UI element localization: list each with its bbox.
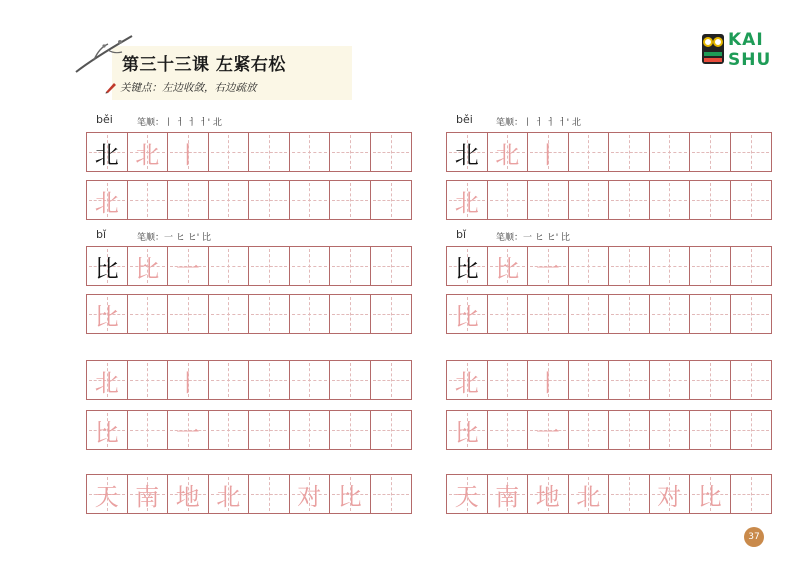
writing-cell[interactable] [168,181,209,219]
writing-cell[interactable] [569,411,610,449]
writing-cell[interactable] [609,475,650,513]
writing-cell[interactable] [249,475,290,513]
writing-cell[interactable] [330,361,371,399]
writing-cell[interactable] [650,361,691,399]
writing-cell[interactable]: 比 [488,247,529,285]
writing-cell[interactable]: 比 [87,247,128,285]
writing-cell[interactable] [209,133,250,171]
writing-cell[interactable] [569,181,610,219]
writing-cell[interactable] [731,247,772,285]
writing-cell[interactable] [528,181,569,219]
writing-cell[interactable] [209,411,250,449]
writing-cell[interactable] [330,411,371,449]
writing-row-bei-1-right[interactable] [446,132,772,172]
writing-cell[interactable] [128,295,169,333]
writing-cell[interactable] [290,411,331,449]
writing-cell[interactable] [168,295,209,333]
writing-cell[interactable] [690,361,731,399]
writing-cell[interactable] [488,411,529,449]
writing-cell[interactable] [488,361,529,399]
writing-cell[interactable] [290,247,331,285]
key-point-text: 关键点：左边收敛，右边疏放 [120,82,257,94]
writing-cell[interactable] [249,361,290,399]
writing-cell[interactable] [249,411,290,449]
writing-cell[interactable] [650,247,691,285]
pinyin-bi-right: bǐ [456,228,467,241]
writing-cell[interactable] [731,411,772,449]
writing-cell[interactable] [488,295,529,333]
writing-cell[interactable]: 比 [447,247,488,285]
practice-row-bi-left[interactable] [86,410,412,450]
writing-cell[interactable]: 比 [447,295,488,333]
writing-cell[interactable] [690,295,731,333]
writing-row-bei-2-right[interactable] [446,180,772,220]
pencil-icon [104,80,118,94]
writing-cell[interactable] [731,361,772,399]
writing-cell[interactable] [569,133,610,171]
writing-cell[interactable]: 比 [87,295,128,333]
writing-cell[interactable] [128,411,169,449]
writing-cell[interactable]: 北 [87,361,128,399]
logo-text-line2: SHU [728,50,772,70]
writing-cell[interactable] [249,295,290,333]
writing-cell[interactable]: 比 [690,475,731,513]
phrase-row-left[interactable] [86,474,412,514]
writing-cell[interactable] [290,295,331,333]
writing-cell[interactable]: 北 [569,475,610,513]
writing-cell[interactable] [371,361,412,399]
writing-cell[interactable] [249,247,290,285]
writing-cell[interactable]: 对 [290,475,331,513]
writing-cell[interactable]: 比 [87,411,128,449]
writing-cell[interactable] [690,411,731,449]
writing-cell[interactable] [609,295,650,333]
writing-cell[interactable] [371,181,412,219]
writing-row-bi-1-right[interactable] [446,246,772,286]
writing-cell[interactable] [488,181,529,219]
writing-cell[interactable]: 对 [650,475,691,513]
writing-cell[interactable]: 北 [87,133,128,171]
writing-cell[interactable] [371,295,412,333]
writing-cell[interactable] [609,181,650,219]
stroke-order-bi-right: 笔顺：一 ヒ ヒ' 比 [496,233,571,243]
writing-cell[interactable]: 一 [528,247,569,285]
writing-cell[interactable]: 丨 [528,361,569,399]
writing-cell[interactable] [569,361,610,399]
writing-cell[interactable] [209,295,250,333]
writing-cell[interactable] [569,295,610,333]
writing-cell[interactable] [128,361,169,399]
writing-cell[interactable] [209,181,250,219]
writing-cell[interactable] [690,133,731,171]
page-number: 37 [744,527,764,547]
practice-row-bei-right[interactable] [446,360,772,400]
writing-cell[interactable] [290,133,331,171]
writing-cell[interactable] [731,295,772,333]
writing-cell[interactable] [249,181,290,219]
writing-cell[interactable] [209,361,250,399]
writing-cell[interactable]: 地 [528,475,569,513]
pinyin-bi-left: bǐ [96,228,107,241]
writing-cell[interactable]: 丨 [168,133,209,171]
writing-cell[interactable] [371,133,412,171]
writing-row-bei-2-left[interactable] [86,180,412,220]
writing-cell[interactable]: 一 [528,411,569,449]
practice-row-bi-right[interactable] [446,410,772,450]
writing-cell[interactable]: 天 [87,475,128,513]
writing-cell[interactable]: 比 [330,475,371,513]
writing-cell[interactable] [609,247,650,285]
writing-cell[interactable]: 地 [168,475,209,513]
writing-cell[interactable] [371,411,412,449]
writing-cell[interactable] [650,133,691,171]
writing-cell[interactable] [690,247,731,285]
stroke-order-bi-left: 笔顺：一 ヒ ヒ' 比 [137,233,212,243]
writing-cell[interactable] [371,475,412,513]
writing-cell[interactable] [650,295,691,333]
practice-row-bei-left[interactable] [86,360,412,400]
writing-cell[interactable] [609,133,650,171]
writing-cell[interactable] [209,247,250,285]
writing-cell[interactable] [290,361,331,399]
writing-cell[interactable] [528,295,569,333]
logo-text-line1: KAI [728,30,764,50]
writing-cell[interactable] [371,247,412,285]
writing-cell[interactable]: 北 [128,133,169,171]
writing-cell[interactable] [609,361,650,399]
stroke-order-bei-right: 笔顺：丨 ㅓ ㅓ ㅓ' 北 [496,118,581,128]
writing-row-bi-2-left[interactable] [86,294,412,334]
writing-cell[interactable]: 一 [168,411,209,449]
writing-row-bi-1-left[interactable] [86,246,412,286]
writing-cell[interactable] [650,411,691,449]
writing-cell[interactable]: 北 [87,181,128,219]
writing-cell[interactable] [330,181,371,219]
writing-cell[interactable]: 南 [128,475,169,513]
stroke-order-bei-left: 笔顺：丨 ㅓ ㅓ ㅓ' 北 [137,118,222,128]
pinyin-bei-left: běi [96,113,113,126]
writing-cell[interactable] [731,181,772,219]
writing-cell[interactable]: 南 [488,475,529,513]
writing-cell[interactable]: 天 [447,475,488,513]
writing-row-bi-2-right[interactable] [446,294,772,334]
writing-cell[interactable] [731,475,772,513]
writing-cell[interactable]: 北 [447,133,488,171]
writing-cell[interactable]: 北 [209,475,250,513]
writing-cell[interactable] [249,133,290,171]
writing-cell[interactable]: 北 [447,181,488,219]
writing-cell[interactable]: 北 [488,133,529,171]
writing-cell[interactable] [330,247,371,285]
writing-row-bei-1-left[interactable] [86,132,412,172]
writing-cell[interactable] [609,411,650,449]
writing-cell[interactable] [690,181,731,219]
writing-cell[interactable]: 比 [447,411,488,449]
writing-cell[interactable]: 丨 [528,133,569,171]
writing-cell[interactable] [330,133,371,171]
writing-cell[interactable] [290,181,331,219]
writing-cell[interactable]: 北 [447,361,488,399]
phrase-row-right[interactable] [446,474,772,514]
writing-cell[interactable] [731,133,772,171]
writing-cell[interactable] [128,181,169,219]
writing-cell[interactable]: 比 [128,247,169,285]
writing-cell[interactable] [569,247,610,285]
writing-cell[interactable]: 丨 [168,361,209,399]
writing-cell[interactable]: 一 [168,247,209,285]
pinyin-bei-right: běi [456,113,473,126]
writing-cell[interactable] [650,181,691,219]
writing-cell[interactable] [330,295,371,333]
lesson-title: 第三十三课 左紧右松 [122,55,286,75]
